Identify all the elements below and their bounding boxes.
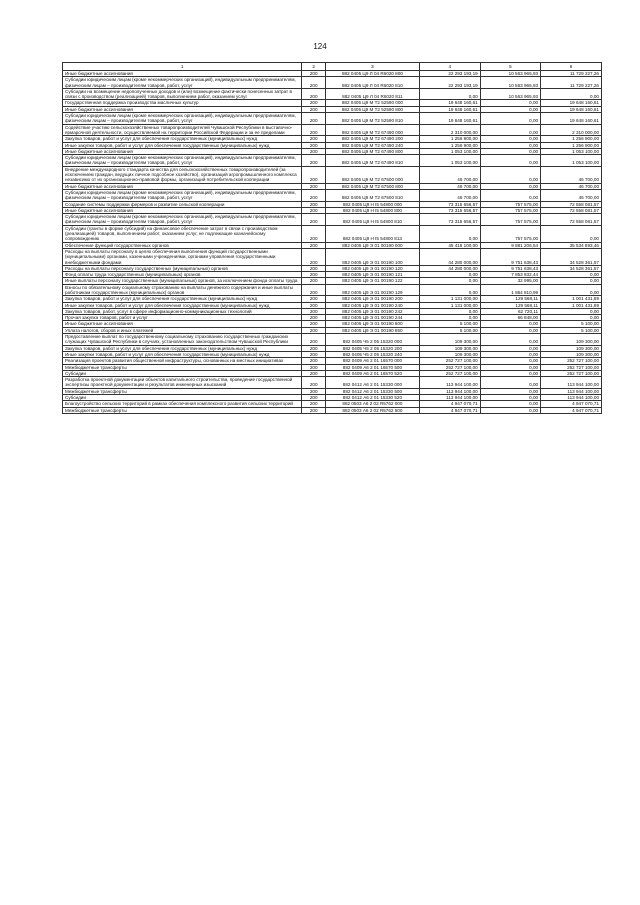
row-col5-cell: 757 575,00 (480, 214, 540, 226)
row-col4-cell: 113 944 100,00 (419, 395, 480, 401)
row-name-cell: Содействие участию сельскохозяйственных товаропроизводителей Чувашской Республики в выставочно-ярмарочной деятельности, осуществляемой на территории Российской Федерации и за ее пределами (63, 124, 302, 136)
row-code-cell: 200 (302, 321, 326, 327)
row-col4-cell: 1 053 100,00 (419, 155, 480, 167)
row-col6-cell: 1 001 431,89 (541, 302, 602, 308)
row-name-cell: Закупка товаров, работ и услуг для обеспечения государственных (муниципальных) нужд (63, 136, 302, 142)
row-name-cell: Расходы на выплаты персоналу государственных (муниципальных) органов (63, 265, 302, 271)
row-col5-cell: 0,00 (480, 124, 540, 136)
row-col4-cell: 4 947 070,71 (419, 401, 480, 407)
row-kbk-cell: 882 0405 Ц9 Н I5 54800 800 (326, 207, 420, 213)
row-kbk-cell: 882 0409 А6 2 01 16570 000 (326, 358, 420, 364)
row-col5-cell: 9 751 638,43 (480, 248, 540, 265)
row-name-cell: Межбюджетные трансферты (63, 388, 302, 394)
row-col4-cell: 46 700,00 (419, 166, 480, 183)
row-col5-cell: 0,00 (480, 364, 540, 370)
row-name-cell: Субсидии (гранты в форме субсидий) на финансовое обеспечение затрат в связи с производством (реализацией) товаров, выполнением работ, оказанием услуг, не подлежащие казначейскому сопровождению (63, 225, 302, 242)
row-col4-cell: 46 700,00 (419, 189, 480, 201)
row-col4-cell: 0,00 (419, 278, 480, 284)
row-name-cell: Обеспечение функций государственных органов (63, 242, 302, 248)
row-col6-cell: 46 700,00 (541, 189, 602, 201)
row-code-cell: 200 (302, 136, 326, 142)
row-code-cell: 200 (302, 377, 326, 389)
row-col6-cell: 2 310 000,00 (541, 124, 602, 136)
row-kbk-cell: 882 0405 Ц9 Э 01 00190 120 (326, 265, 420, 271)
row-name-cell: Иные бюджетные ассигнования (63, 183, 302, 189)
row-col5-cell: 0,00 (480, 142, 540, 148)
table-row (63, 166, 602, 183)
row-col5-cell: 0,00 (480, 183, 540, 189)
row-kbk-cell: 882 0412 А6 2 01 15330 520 (326, 395, 420, 401)
row-col4-cell: 19 648 160,61 (419, 106, 480, 112)
row-kbk-cell: 882 0405 Ц9 М Т2 67490 800 (326, 148, 420, 154)
row-name-cell: Прочая закупка товаров, работ и услуг (63, 315, 302, 321)
row-col6-cell: 1 001 431,89 (541, 296, 602, 302)
row-col5-cell: 0,00 (480, 327, 540, 333)
row-name-cell: Иные бюджетные ассигнования (63, 71, 302, 77)
row-code-cell: 200 (302, 189, 326, 201)
row-col4-cell: 0,00 (419, 284, 480, 296)
row-col4-cell: 5 100,00 (419, 327, 480, 333)
row-col6-cell: 11 729 227,26 (541, 71, 602, 77)
row-code-cell: 200 (302, 351, 326, 357)
row-name-cell: Государственная поддержка производства масличных культур (63, 100, 302, 106)
row-col6-cell: 252 727 100,00 (541, 370, 602, 376)
row-col6-cell: 1 256 900,00 (541, 136, 602, 142)
row-code-cell: 200 (302, 148, 326, 154)
row-col4-cell: 252 727 100,00 (419, 370, 480, 376)
row-kbk-cell: 882 0503 А6 2 02 R5762 500 (326, 407, 420, 413)
row-col5-cell: 0,00 (480, 351, 540, 357)
row-col6-cell: 0,00 (541, 88, 602, 100)
row-col6-cell: 5 100,00 (541, 327, 602, 333)
row-code-cell: 200 (302, 308, 326, 314)
row-col5-cell: 0,00 (480, 401, 540, 407)
table-row (63, 77, 602, 89)
row-col4-cell: 46 700,00 (419, 183, 480, 189)
row-name-cell: Разработка проектной документации объектов капитального строительства, проведение государственной экспертизы проектной документации и результатов инженерных изысканий (63, 377, 302, 389)
row-col6-cell: 0,00 (541, 225, 602, 242)
row-col4-cell: 44 280 000,00 (419, 265, 480, 271)
row-col4-cell: 5 100,00 (419, 321, 480, 327)
row-name-cell: Субсидии юридическим лицам (кроме некоммерческих организаций), индивидуальным предпринимателям, физическим лицам – производителям товаров, работ, услуг (63, 113, 302, 125)
row-col6-cell: 252 727 100,00 (541, 364, 602, 370)
row-col4-cell: 252 727 100,00 (419, 364, 480, 370)
row-code-cell: 200 (302, 113, 326, 125)
row-kbk-cell: 882 0405 Ц9 Э 01 00190 242 (326, 308, 420, 314)
row-code-cell: 200 (302, 401, 326, 407)
row-col4-cell: 1 256 900,00 (419, 142, 480, 148)
row-col4-cell: 0,00 (419, 308, 480, 314)
row-code-cell: 200 (302, 334, 326, 346)
row-code-cell: 200 (302, 166, 326, 183)
row-col5-cell: 9 751 638,43 (480, 265, 540, 271)
row-col4-cell: 22 293 193,19 (419, 77, 480, 89)
row-col6-cell: 46 700,00 (541, 183, 602, 189)
row-col5-cell: 1 864 810,99 (480, 284, 540, 296)
row-kbk-cell: 882 0412 А6 2 01 15330 500 (326, 388, 420, 394)
row-name-cell: Реализация проектов развития общественной инфраструктуры, основанных на местных инициативах (63, 358, 302, 364)
row-code-cell: 200 (302, 183, 326, 189)
header-row (63, 63, 602, 71)
row-name-cell: Закупка товаров, работ и услуг для обеспечения государственных (муниципальных) нужд (63, 296, 302, 302)
row-code-cell: 200 (302, 155, 326, 167)
row-col4-cell: 109 300,00 (419, 334, 480, 346)
row-col4-cell: 1 256 900,00 (419, 136, 480, 142)
row-name-cell: Межбюджетные трансферты (63, 407, 302, 413)
row-col5-cell: 0,00 (480, 189, 540, 201)
row-code-cell: 200 (302, 71, 326, 77)
row-kbk-cell: 882 0409 А6 2 01 16570 500 (326, 364, 420, 370)
row-col6-cell: 0,00 (541, 315, 602, 321)
row-col6-cell: 0,00 (541, 284, 602, 296)
row-name-cell: Субсидии юридическим лицам (кроме некоммерческих организаций), индивидуальным предпринимателям, физическим лицам – производителям товаров, работ, услуг (63, 77, 302, 89)
row-code-cell: 200 (302, 395, 326, 401)
table-row (63, 189, 602, 201)
table-row (63, 334, 602, 346)
row-kbk-cell: 882 0405 Ц9 М Т2 52590 800 (326, 106, 420, 112)
row-col6-cell: 35 534 893,46 (541, 242, 602, 248)
row-kbk-cell: 882 0405 Ц9 М Т2 67490 240 (326, 142, 420, 148)
row-col6-cell: 34 528 361,57 (541, 248, 602, 265)
header-col-5: 5 (480, 63, 540, 71)
row-name-cell: Субсидии юридическим лицам (кроме некоммерческих организаций), индивидуальным предпринимателям, физическим лицам – производителям товаров, работ, услуг (63, 214, 302, 226)
row-code-cell: 200 (302, 142, 326, 148)
row-col6-cell: 0,00 (541, 272, 602, 278)
row-col6-cell: 19 648 160,61 (541, 106, 602, 112)
table-row (63, 225, 602, 242)
row-col4-cell: 73 315 656,57 (419, 214, 480, 226)
row-col4-cell: 109 300,00 (419, 345, 480, 351)
row-code-cell: 200 (302, 124, 326, 136)
row-code-cell: 200 (302, 296, 326, 302)
row-col6-cell: 4 947 070,71 (541, 401, 602, 407)
row-col4-cell: 1 053 100,00 (419, 148, 480, 154)
row-code-cell: 200 (302, 345, 326, 351)
row-name-cell: Иные выплаты персоналу государственных (муниципальных) органов, за исключением фонда оплаты труда (63, 278, 302, 284)
row-code-cell: 200 (302, 272, 326, 278)
row-col5-cell: 10 563 965,93 (480, 71, 540, 77)
row-kbk-cell: 882 0409 А6 2 01 16570 520 (326, 370, 420, 376)
row-col5-cell: 0,00 (480, 321, 540, 327)
row-name-cell: Иные закупки товаров, работ и услуг для обеспечения государственных (муниципальных) нужд (63, 142, 302, 148)
row-col5-cell: 0,00 (480, 395, 540, 401)
row-code-cell: 200 (302, 248, 326, 265)
row-col6-cell: 109 300,00 (541, 351, 602, 357)
row-col4-cell: 252 727 100,00 (419, 358, 480, 364)
row-code-cell: 200 (302, 388, 326, 394)
row-col6-cell: 252 727 100,00 (541, 358, 602, 364)
row-col4-cell: 1 131 000,00 (419, 302, 480, 308)
row-kbk-cell: 882 0405 Ц9 Э 01 00190 800 (326, 321, 420, 327)
row-name-cell: Иные закупки товаров, работ и услуг для обеспечения государственных (муниципальных) нужд (63, 351, 302, 357)
row-kbk-cell: 882 0405 Ц9 Э 01 00190 850 (326, 327, 420, 333)
row-col6-cell: 113 944 100,00 (541, 377, 602, 389)
row-col6-cell: 109 300,00 (541, 345, 602, 351)
row-col6-cell: 4 947 070,71 (541, 407, 602, 413)
row-col6-cell: 11 729 227,26 (541, 77, 602, 89)
row-kbk-cell: 882 0405 Ц9 Э 01 00190 000 (326, 242, 420, 248)
row-col5-cell: 757 575,00 (480, 225, 540, 242)
row-col5-cell: 757 575,00 (480, 207, 540, 213)
row-col4-cell: 73 315 656,57 (419, 201, 480, 207)
row-code-cell: 200 (302, 242, 326, 248)
page-number: 124 (313, 42, 327, 51)
table-row (63, 155, 602, 167)
row-col5-cell: 0,00 (480, 358, 540, 364)
row-col4-cell: 0,00 (419, 88, 480, 100)
row-kbk-cell: 882 0405 Ч5 2 05 15320 240 (326, 351, 420, 357)
row-col4-cell: 4 947 070,71 (419, 407, 480, 413)
row-col4-cell: 113 944 100,00 (419, 377, 480, 389)
row-col6-cell: 34 528 361,57 (541, 265, 602, 271)
row-code-cell: 200 (302, 265, 326, 271)
row-name-cell: Субсидии (63, 370, 302, 376)
row-col5-cell: 10 563 965,93 (480, 88, 540, 100)
row-name-cell: Благоустройство сельских территорий в рамках обеспечения комплексного развития сельских территорий (63, 401, 302, 407)
row-name-cell: Иные бюджетные ассигнования (63, 207, 302, 213)
row-col5-cell: 0,00 (480, 334, 540, 346)
row-kbk-cell: 882 0405 Ц9 Э 01 00190 244 (326, 315, 420, 321)
row-code-cell: 200 (302, 407, 326, 413)
row-col4-cell: 0,00 (419, 315, 480, 321)
row-kbk-cell: 882 0405 Ц9 Л 04 R6020 810 (326, 77, 420, 89)
row-col5-cell: 66 848,00 (480, 315, 540, 321)
row-col5-cell: 757 575,00 (480, 201, 540, 207)
header-col-6: 6 (541, 63, 602, 71)
row-code-cell: 200 (302, 302, 326, 308)
row-name-cell: Предоставление выплат по государственному социальному страхованию государственных гражданских служащих Чувашской Республики в случаях, установленных законодательством Чувашской Республики (63, 334, 302, 346)
row-name-cell: Субсидии юридическим лицам (кроме некоммерческих организаций), индивидуальным предпринимателям, физическим лицам – производителям товаров, работ, услуг (63, 189, 302, 201)
row-kbk-cell: 882 0405 Ц9 Н I5 54800 813 (326, 225, 420, 242)
row-code-cell: 200 (302, 225, 326, 242)
row-kbk-cell: 882 0405 Ц9 М Т2 52590 810 (326, 113, 420, 125)
row-col5-cell: 0,00 (480, 377, 540, 389)
row-col6-cell: 1 053 100,00 (541, 148, 602, 154)
table-row (63, 284, 602, 296)
row-col4-cell: 73 315 656,57 (419, 207, 480, 213)
row-col5-cell: 0,00 (480, 155, 540, 167)
row-col5-cell: 32 995,00 (480, 278, 540, 284)
row-kbk-cell: 882 0405 Ч5 2 05 15320 200 (326, 345, 420, 351)
row-name-cell: Субсидии юридическим лицам (кроме некоммерческих организаций), индивидуальным предпринимателям, физическим лицам – производителям товаров, работ, услуг (63, 155, 302, 167)
row-col6-cell: 109 300,00 (541, 334, 602, 346)
row-code-cell: 200 (302, 100, 326, 106)
row-col5-cell: 0,00 (480, 136, 540, 142)
row-col5-cell: 62 720,11 (480, 308, 540, 314)
row-kbk-cell: 882 0405 Ч5 2 05 15320 000 (326, 334, 420, 346)
row-code-cell: 200 (302, 106, 326, 112)
row-col6-cell: 72 558 081,57 (541, 214, 602, 226)
row-kbk-cell: 882 0405 Ц9 М Т2 67500 800 (326, 183, 420, 189)
row-code-cell: 200 (302, 207, 326, 213)
row-kbk-cell: 882 0405 Ц9 Э 01 00190 121 (326, 272, 420, 278)
row-name-cell: Иные закупки товаров, работ и услуг для обеспечения государственных (муниципальных) нужд (63, 302, 302, 308)
row-col4-cell: 22 293 193,19 (419, 71, 480, 77)
row-col5-cell: 0,00 (480, 106, 540, 112)
table-row (63, 214, 602, 226)
row-name-cell: Фонд оплаты труда государственных (муниципальных) органов (63, 272, 302, 278)
row-kbk-cell: 882 0405 Ц9 Н I5 54800 810 (326, 214, 420, 226)
row-kbk-cell: 882 0405 Ц9 Л 04 R6020 800 (326, 71, 420, 77)
row-col5-cell: 0,00 (480, 100, 540, 106)
row-name-cell: Создание системы поддержки фермеров и развитие сельской кооперации (63, 201, 302, 207)
row-col6-cell: 0,00 (541, 278, 602, 284)
row-col6-cell: 1 053 100,00 (541, 155, 602, 167)
row-name-cell: Субсидии (63, 395, 302, 401)
row-col5-cell: 7 853 832,44 (480, 272, 540, 278)
row-col4-cell: 19 648 160,61 (419, 100, 480, 106)
table-row (63, 113, 602, 125)
row-col4-cell: 2 310 000,00 (419, 124, 480, 136)
row-col4-cell: 19 648 160,61 (419, 113, 480, 125)
row-kbk-cell: 882 0405 Ц9 М Т2 67490 200 (326, 136, 420, 142)
row-kbk-cell: 882 0405 Ц9 Л 04 R6020 811 (326, 88, 420, 100)
row-name-cell: Расходы на выплаты персоналу в целях обеспечения выполнения функций государственными (муниципальными) органами, казенными учреждениями, органами управления государственными внебюджетными фондами (63, 248, 302, 265)
row-col4-cell: 0,00 (419, 272, 480, 278)
row-col5-cell: 9 881 206,54 (480, 242, 540, 248)
row-code-cell: 200 (302, 284, 326, 296)
header-col-1: 1 (63, 63, 302, 71)
row-name-cell: Взносы по обязательному социальному страхованию на выплаты денежного содержания и иные выплаты работникам государственных (муниципальных) органов (63, 284, 302, 296)
row-col4-cell: 109 300,00 (419, 351, 480, 357)
row-code-cell: 200 (302, 315, 326, 321)
row-name-cell: Субсидии на возмещение недополученных доходов и (или) возмещение фактически понесенных затрат в связи с производством (реализацией) товаров, выполнением работ, оказанием услуг (63, 88, 302, 100)
row-col4-cell: 0,00 (419, 225, 480, 242)
row-col5-cell: 129 568,11 (480, 302, 540, 308)
row-col6-cell: 72 558 081,57 (541, 207, 602, 213)
table-row (63, 407, 602, 413)
row-col6-cell: 1 256 900,00 (541, 142, 602, 148)
budget-table (62, 62, 602, 414)
row-col4-cell: 44 280 000,00 (419, 248, 480, 265)
row-code-cell: 200 (302, 364, 326, 370)
table-row (63, 124, 602, 136)
row-name-cell: Закупка товаров, работ и услуг для обеспечения государственных (муниципальных) нужд (63, 345, 302, 351)
table-row (63, 377, 602, 389)
row-col6-cell: 46 700,00 (541, 166, 602, 183)
table-row (63, 248, 602, 265)
row-kbk-cell: 882 0405 Ц9 М Т2 52590 000 (326, 100, 420, 106)
row-code-cell: 200 (302, 327, 326, 333)
row-kbk-cell: 882 0405 Ц9 Э 01 00190 200 (326, 296, 420, 302)
row-name-cell: Уплата налогов, сборов и иных платежей (63, 327, 302, 333)
header-col-2: 2 (302, 63, 326, 71)
row-col5-cell: 0,00 (480, 407, 540, 413)
row-code-cell: 200 (302, 88, 326, 100)
row-col5-cell: 129 568,11 (480, 296, 540, 302)
row-code-cell: 200 (302, 201, 326, 207)
table-row (63, 88, 602, 100)
row-name-cell: Иные бюджетные ассигнования (63, 106, 302, 112)
row-col4-cell: 1 131 000,00 (419, 296, 480, 302)
row-code-cell: 200 (302, 358, 326, 364)
header-col-3: 3 (326, 63, 420, 71)
header-col-4: 4 (419, 63, 480, 71)
row-kbk-cell: 882 0405 Ц9 М Т2 67490 000 (326, 124, 420, 136)
row-col5-cell: 0,00 (480, 166, 540, 183)
row-name-cell: Иные бюджетные ассигнования (63, 148, 302, 154)
row-col6-cell: 5 100,00 (541, 321, 602, 327)
row-name-cell: Иные бюджетные ассигнования (63, 321, 302, 327)
row-code-cell: 200 (302, 214, 326, 226)
row-kbk-cell: 882 0503 А6 2 02 R5762 000 (326, 401, 420, 407)
row-col5-cell: 0,00 (480, 345, 540, 351)
row-name-cell: Межбюджетные трансферты (63, 364, 302, 370)
row-col6-cell: 72 558 081,57 (541, 201, 602, 207)
row-col5-cell: 0,00 (480, 370, 540, 376)
row-col4-cell: 113 944 100,00 (419, 388, 480, 394)
row-col6-cell: 113 944 100,00 (541, 388, 602, 394)
row-kbk-cell: 882 0412 А6 2 01 15330 000 (326, 377, 420, 389)
row-kbk-cell: 882 0405 Ц9 Н I5 54800 000 (326, 201, 420, 207)
row-kbk-cell: 882 0405 Ц9 М Т2 67490 810 (326, 155, 420, 167)
row-code-cell: 200 (302, 370, 326, 376)
row-code-cell: 200 (302, 278, 326, 284)
row-col6-cell: 19 648 160,61 (541, 100, 602, 106)
row-col5-cell: 0,00 (480, 388, 540, 394)
row-col5-cell: 0,00 (480, 148, 540, 154)
row-col6-cell: 19 648 160,61 (541, 113, 602, 125)
row-col5-cell: 10 563 965,93 (480, 77, 540, 89)
row-col6-cell: 0,00 (541, 308, 602, 314)
row-kbk-cell: 882 0405 Ц9 М Т2 67500 000 (326, 166, 420, 183)
row-name-cell: Закупка товаров, работ, услуг в сфере информационно-коммуникационных технологий (63, 308, 302, 314)
row-name-cell: Внедрение международного стандарта качества для сельскохозяйственных товаропроизводителей (за исключением граждан, ведущих личное подсобное хозяйство), организаций агропромышленного комплекса независимо от их организационно-правовой формы, организаций потребительской кооперации (63, 166, 302, 183)
row-kbk-cell: 882 0405 Ц9 Э 01 00190 129 (326, 284, 420, 296)
row-code-cell: 200 (302, 77, 326, 89)
row-kbk-cell: 882 0405 Ц9 Э 01 00190 122 (326, 278, 420, 284)
row-kbk-cell: 882 0405 Ц9 Э 01 00190 100 (326, 248, 420, 265)
row-kbk-cell: 882 0405 Ц9 М Т2 67500 810 (326, 189, 420, 201)
row-col5-cell: 0,00 (480, 113, 540, 125)
row-col4-cell: 45 416 100,00 (419, 242, 480, 248)
row-kbk-cell: 882 0405 Ц9 Э 01 00190 240 (326, 302, 420, 308)
row-col6-cell: 113 944 100,00 (541, 395, 602, 401)
